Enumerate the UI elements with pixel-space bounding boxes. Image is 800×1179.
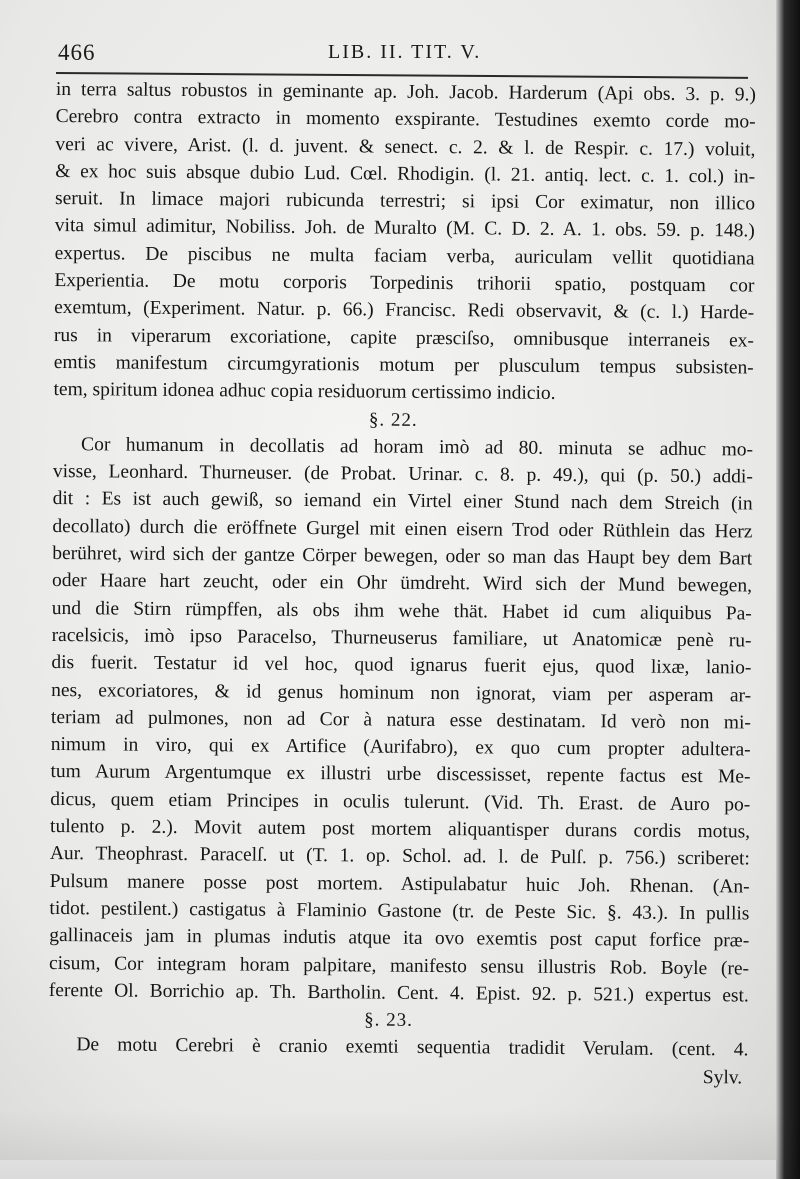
page-bottom-shade bbox=[0, 1109, 800, 1179]
page-gutter-shadow bbox=[776, 0, 800, 1179]
text-line: Cerebro contra extracto in momento exspirante. Testudines exemto corde mo- bbox=[55, 106, 756, 133]
text-line: in terra saltus robustos in geminante ap. Joh. Jacob. Harderum (Api obs. 3. p. 9.) bbox=[55, 78, 756, 106]
section-heading: §. 23. bbox=[364, 1009, 414, 1031]
page-header bbox=[58, 40, 738, 76]
text-line: racelsicis, imò ipso Paracelso, Thurneuserus familiare, ut Anatomicæ penè ru- bbox=[51, 624, 752, 652]
text-line: visse, Leonhard. Thurneuser. (de Probat. Urinar. c. 8. p. 49.), qui (p. 50.) addi- bbox=[52, 461, 753, 488]
text-line: Cor humanum in decollatis ad horam imò ad 80. minuta se adhuc mo- bbox=[81, 434, 754, 461]
text-line: nimum in viro, qui ex Artifice (Aurifabro), ex quo cum propter adultera- bbox=[50, 734, 751, 761]
page-number: 466 bbox=[58, 40, 96, 65]
text-line: ferente Ol. Borrichio ap. Th. Bartholin. Cent. 4. Epist. 92. p. 521.) expertus est. bbox=[48, 979, 749, 1007]
text-line: De motu Cerebri è cranio exemti sequentia tradidit Verulam. (cent. 4. bbox=[76, 1034, 749, 1061]
text-line: dis fuerit. Testatur id vel hoc, quod ignarus fuerit ejus, quod lixæ, lanio- bbox=[51, 652, 752, 679]
text-line: emtis manifestum circumgyrationis motum per plusculum tempus subsisten- bbox=[53, 351, 754, 379]
text-line: & ex hoc suis absque dubio Lud. Cœl. Rhodigin. (l. 21. antiq. lect. c. 1. col.) in- bbox=[55, 160, 756, 188]
text-line: und die Stirn rümpffen, als obs ihm wehe thät. Habet id cum aliquibus Pa- bbox=[51, 597, 752, 625]
text-line: Experientia. De motu corporis Torpedinis trihorii spatio, postquam cor bbox=[54, 270, 755, 297]
text-line: seruit. In limace majori rubicunda terrestri; si ipsi Cor eximatur, non illico bbox=[54, 188, 756, 215]
text-line: berühret, wird sich der gantze Cörper bewegen, oder so man das Haupt bey dem Bart bbox=[52, 543, 753, 570]
text-line: tum Aurum Argentumque ex illustri urbe discessisset, repente factus est Me- bbox=[50, 761, 751, 788]
text-line: cisum, Cor integram horam palpitare, manifesto sensu illustris Rob. Boyle (re- bbox=[48, 952, 750, 979]
text-line: gallinaceis jam in plumas indutis atque ita ovo exemtis post caput forfice præ- bbox=[49, 925, 750, 952]
text-line: expertus. De piscibus ne multa faciam verba, auriculam vellit quotidiana bbox=[54, 242, 755, 270]
text-line: teriam ad pulmones, non ad Cor à natura esse destinatam. Id verò non mi- bbox=[50, 706, 752, 734]
text-line: tidot. pestilent.) castigatus à Flaminio Gastone (tr. de Peste Sic. §. 43.). In pullis bbox=[49, 897, 750, 925]
text-line: decollato) durch die eröffnete Gurgel mit einen eisern Trod oder Rüthlein das Herz bbox=[52, 515, 753, 543]
text-line: nes, excoriatores, & id genus hominum non ignorat, viam per asperam ar- bbox=[51, 679, 752, 707]
text-line: dicus, quem etiam Principes in oculis tulerunt. (Vid. Th. Erast. de Auro po- bbox=[50, 788, 751, 816]
text-line: Pulsum manere posse post mortem. Astipulabatur huic Joh. Rhenan. (An- bbox=[49, 870, 750, 898]
text-line: dit : Es ist auch gewiß, so iemand ein Virtel einer Stund nach dem Streich (in bbox=[52, 488, 753, 515]
text-line: Aur. Theophrast. Paracelſ. ut (T. 1. op. Schol. ad. l. de Pulſ. p. 756.) scriberet: bbox=[49, 843, 750, 870]
running-head: LIB. II. TIT. V. bbox=[328, 41, 482, 63]
text-line: veri ac vivere, Arist. (l. d. juvent. & senect. c. 2. & l. de Respir. c. 17.) voluit, bbox=[55, 133, 756, 161]
catchword: Sylv. bbox=[702, 1066, 743, 1089]
text-line: oder Haare hart zeucht, oder ein Ohr ümdreht. Wird sich der Mund bewegen, bbox=[51, 570, 753, 597]
text-line: exemtum, (Experiment. Natur. p. 66.) Francisc. Redi observavit, & (c. l.) Harde- bbox=[54, 297, 755, 324]
text-line: tem, spiritum idonea adhuc copia residuorum certissimo indicio. bbox=[53, 379, 556, 405]
text-line: tulento p. 2.). Movit autem post mortem aliquantisper durans cordis motus, bbox=[50, 815, 751, 843]
body-text bbox=[48, 76, 756, 1091]
text-line: rus in viperarum excoriatione, capite præsciſso, omnibusque interraneis ex- bbox=[53, 324, 755, 352]
text-line: vita simul adimitur, Nobiliss. Joh. de Muralto (M. C. D. 2. A. 1. obs. 59. p. 148.) bbox=[54, 215, 755, 242]
section-heading: §. 22. bbox=[368, 409, 418, 431]
